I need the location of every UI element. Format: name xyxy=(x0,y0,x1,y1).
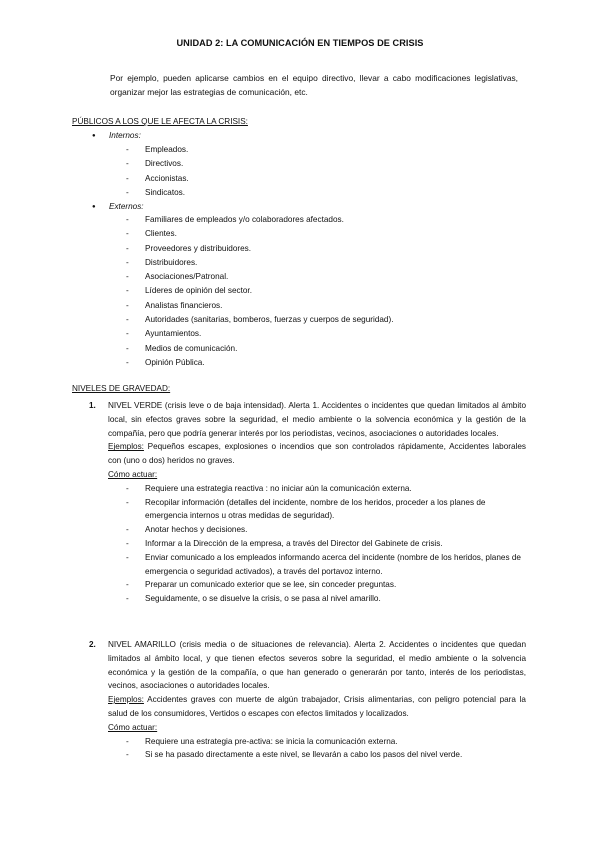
como-actuar-label-row xyxy=(108,468,526,482)
internos-block xyxy=(92,129,141,143)
list-item: - Autoridades (sanitarias, bomberos, fuerzas y cuerpos de seguridad). xyxy=(126,315,394,325)
intro-paragraph: Por ejemplo, pueden aplicarse cambios en el equipo directivo, llevar a cabo modificaciones legislativas, organizar mejor las estrategias de comunicación, etc. xyxy=(110,73,518,97)
list-item: - Si se ha pasado directamente a este nivel, se llevarán a cabo los pasos del nivel verde. xyxy=(126,750,463,760)
nivel-verde-section xyxy=(89,399,526,606)
nivel-amarillo-lead: NIVEL AMARILLO xyxy=(108,640,176,649)
bullet-icon: ● xyxy=(92,204,96,210)
ejemplos-label: Ejemplos: xyxy=(108,442,144,452)
list-item: - Sindicatos. xyxy=(126,187,186,197)
list-item: - Anotar hechos y decisiones. xyxy=(126,525,248,535)
page-title: UNIDAD 2: LA COMUNICACIÓN EN TIEMPOS DE CRISIS xyxy=(176,38,424,48)
list-item: - Analistas financieros. xyxy=(126,300,223,310)
list-item: - Informar a la Dirección de la empresa, a través del Director del Gabinete de crisis. xyxy=(126,538,443,548)
nivel-amarillo-description: NIVEL AMARILLO (crisis media o de situaciones de relevancia). Alerta 2. Accidentes o incidentes que quedan limitados al ámbito local, y que tienen efectos severos sobre la seguridad, el medio ambiente o la solvencia económica y la gestión de la compañía, o que han generado o generarán por tanto, interés de los periodistas, vecinos, asociaciones o autoridades locales. xyxy=(108,640,526,691)
list-item: - Seguidamente, o se disuelve la crisis, o se pasa al nivel amarillo. xyxy=(126,594,381,604)
nivel-verde-acciones xyxy=(126,482,526,606)
list-item: - Requiere una estrategia pre-activa: se inicia la comunicación externa. xyxy=(126,736,398,746)
list-item: - Enviar comunicado a los empleados informando acerca del incidente (nombre de los heridos, planes de emergencia o seguridad activados), a través del portavoz interno. xyxy=(126,552,521,576)
ejemplos-label: Ejemplos: xyxy=(108,695,144,705)
list-item: - Recopilar información (detalles del incidente, nombre de los heridos, proceder a los planes de emergencia internos u otras medidas de seguridad). xyxy=(126,497,486,521)
list-number: 2. xyxy=(89,640,96,649)
list-item: - Líderes de opinión del sector. xyxy=(126,286,252,296)
list-item: - Medios de comunicación. xyxy=(126,343,238,353)
nivel-verde-ejemplos: Ejemplos: Pequeños escapes, explosiones o incendios que son controlados rápidamente, Accidentes laborales con (uno o dos) heridos no graves. xyxy=(108,442,526,466)
externos-list xyxy=(126,213,394,370)
nivel-verde-description: NIVEL VERDE (crisis leve o de baja intensidad). Alerta 1. Accidentes o incidentes que quedan limitados al ámbito local, sin efectos graves sobre la seguridad, el medio ambiente o la solvencia económica y la gestión de la compañía, pero que podría generar interés por los periodistas, vecinos, asociaciones o autoridades locales. xyxy=(108,401,526,438)
list-item: - Clientes. xyxy=(126,229,177,239)
nivel-verde-lead: NIVEL VERDE xyxy=(108,401,163,410)
externos-label: Externos: xyxy=(109,202,144,211)
como-actuar-label: Cómo actuar: xyxy=(108,722,158,732)
list-item: - Preparar un comunicado exterior que se lee, sin conceder preguntas. xyxy=(126,580,397,590)
nivel-amarillo-acciones xyxy=(126,735,526,763)
internos-label-row xyxy=(92,129,141,143)
publicos-heading: PÚBLICOS A LOS QUE LE AFECTA LA CRISIS: xyxy=(72,117,248,126)
internos-list xyxy=(126,143,189,200)
list-item: - Opinión Pública. xyxy=(126,357,205,367)
list-item: - Asociaciones/Patronal. xyxy=(126,272,229,282)
list-item: - Empleados. xyxy=(126,145,189,154)
list-number: 1. xyxy=(89,401,96,410)
list-item: - Directivos. xyxy=(126,159,184,169)
list-item: - Requiere una estrategia reactiva : no iniciar aún la comunicación externa. xyxy=(126,483,412,493)
list-item: - Accionistas. xyxy=(126,173,189,183)
internos-label: Internos: xyxy=(109,131,141,140)
niveles-heading: NIVELES DE GRAVEDAD: xyxy=(72,384,171,393)
bullet-icon: ● xyxy=(92,133,96,139)
nivel-amarillo-section xyxy=(89,638,526,762)
list-item: - Proveedores y distribuidores. xyxy=(126,243,252,253)
como-actuar-label: Cómo actuar: xyxy=(108,469,158,479)
list-item: - Ayuntamientos. xyxy=(126,329,202,339)
list-item: - Familiares de empleados y/o colaboradores afectados. xyxy=(126,215,344,224)
nivel-amarillo-ejemplos: Ejemplos: Accidentes graves con muerte de algún trabajador, Crisis alimentarias, con peligro potencial para la salud de los consumidores, Vertidos o escapes con efectos limitados y localizados. xyxy=(108,695,526,718)
list-item: - Distribuidores. xyxy=(126,257,198,267)
como-actuar-label-row xyxy=(108,721,526,735)
